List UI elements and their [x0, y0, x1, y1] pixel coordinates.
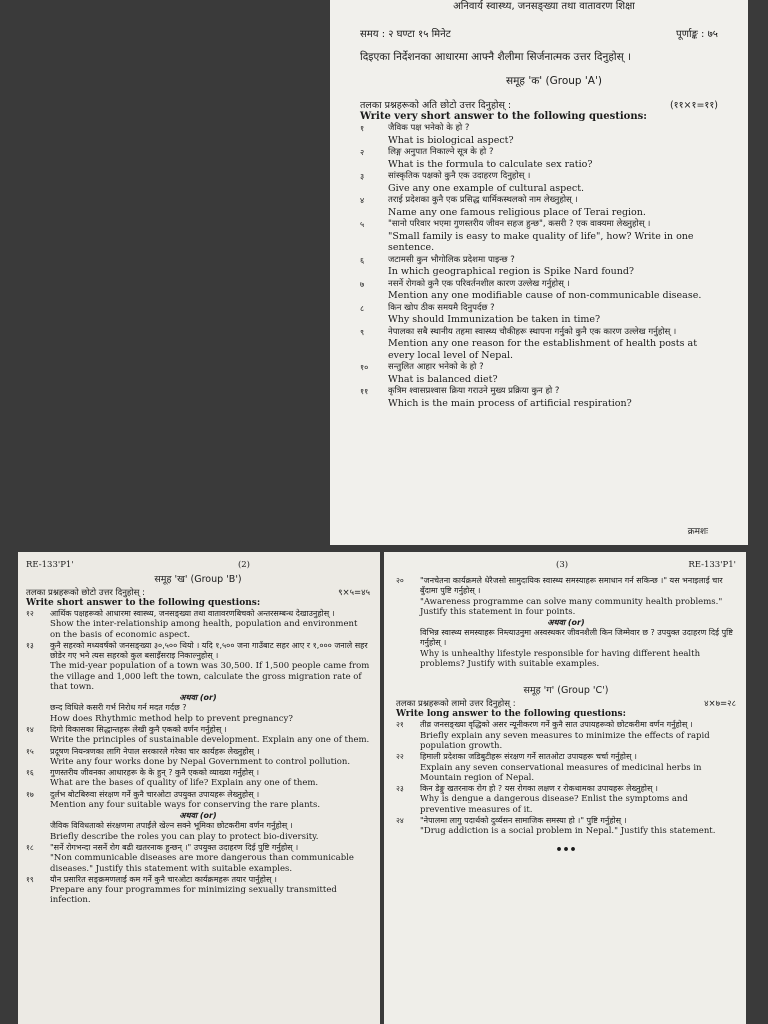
question-item: १३ कुनै सहरको मध्यवर्षको जनसङ्ख्या ३०,५०० थियो । यदि १,५०० जना गाउँबाट सहर आए र १,००० जनाले सहर छोडेर गए भने त्यस सहरको कुल बसाइँसराइ निकाल्नुहोस् । The mid-year population of a town was 30,500. If 1,500 people came from the village and 1,000 left the town, calculate the gross migration rate of that town. — [26, 640, 370, 693]
group-b-question-header — [26, 587, 370, 608]
alternative-question: विभिन्न स्वास्थ्य समस्याहरू निम्त्याउनुमा अस्वस्थकर जीवनशैली किन जिम्मेवार छ ? उपयुक्त उदाहरण दिई पुष्टि गर्नुहोस् । Why is unhealthy lifestyle responsible for having different health problems? Justify with suitable examples. — [420, 628, 733, 670]
page-header — [396, 560, 736, 570]
question-item: ७ नसर्ने रोगको कुनै एक परिवर्तनशील कारण उल्लेख गर्नुहोस् । Mention any one modifiable cause of non-communicable disease. — [360, 278, 702, 301]
exam-meta — [360, 26, 748, 40]
question-item: १२ आर्थिक पक्षहरूको आधारमा स्वास्थ्य, जनसङ्ख्या तथा वातावरणबिचको अन्तरसम्बन्ध देखाउनुहोस् । Show the inter-relationship among health, population and environment on the basis of economic aspect. — [26, 609, 358, 640]
exam-time: समय : २ घण्टा १५ मिनेट — [360, 29, 451, 40]
question-item: ८ किन खोप ठीक समयमै दिनुपर्दछ ? Why should Immunization be taken in time? — [360, 302, 601, 325]
page-header — [26, 560, 370, 570]
group-a-instruction-np: तलका प्रश्नहरूको अति छोटो उत्तर दिनुहोस् : — [360, 100, 512, 111]
group-c-marks: ४×७=२८ — [704, 699, 736, 710]
group-c-instruction-en: Write long answer to the following questions: — [396, 709, 626, 720]
group-b-marks: ९×५=४५ — [338, 588, 370, 598]
group-b-instruction-np: तलका प्रश्नहरूको छोटो उत्तर दिनुहोस् : — [26, 588, 145, 598]
question-item: १५ प्रदूषण नियन्त्रणका लागि नेपाल सरकारले गरेका चार कार्यहरू लेख्नुहोस् । Write any four works done by Nepal Government to control pollution. — [26, 746, 351, 767]
question-item: १० सन्तुलित आहार भनेको के हो ? What is balanced diet? — [360, 362, 498, 385]
question-item: ३ सांस्कृतिक पक्षको कुनै एक उदाहरण दिनुहोस् । Give any one example of cultural aspect. — [360, 171, 585, 194]
group-a-question-list — [360, 123, 748, 409]
question-item: १७ दुर्लभ बोटबिरुवा संरक्षण गर्ने कुनै चारओटा उपयुक्त उपायहरू लेख्नुहोस् । Mention any four suitable ways for conserving the rare plants. — [26, 789, 321, 811]
group-c-instruction-np: तलका प्रश्नहरूको लामो उत्तर दिनुहोस् : — [396, 699, 516, 710]
or-separator: अथवा (or) — [179, 811, 217, 821]
exam-page-3 — [384, 552, 746, 1024]
group-a-heading: समूह 'क' (Group 'A') — [506, 75, 602, 87]
question-item: २० "जनचेतना कार्यक्रमले धेरैजसो सामुदायिक स्वास्थ्य समस्याहरू समाधान गर्न सकिन्छ ।" यस भनाइलाई चार बुँदामा पुष्टि गर्नुहोस् । "Awareness programme can solve many community health problems." Justify this statement in four points. — [396, 576, 723, 617]
continued-label: क्रमशः — [687, 527, 708, 537]
group-c-question-header — [396, 698, 736, 719]
group-b-instruction-en: Write short answer to the following questions: — [26, 598, 261, 608]
group-b-heading: समूह 'ख' (Group 'B') — [154, 574, 242, 585]
question-item: २४ "नेपालमा लागु पदार्थको दुर्व्यसन सामाजिक समस्या हो ।" पुष्टि गर्नुहोस् । "Drug addiction is a social problem in Nepal." Justify this statement. — [396, 816, 716, 837]
subject-title: अनिवार्य स्वास्थ्य, जनसङ्ख्या तथा वातावरण शिक्षा — [453, 1, 635, 12]
question-item: १९ यौन प्रसारित सङ्क्रमणलाई कम गर्ने कुनै चारओटा कार्यक्रमहरू तयार पार्नुहोस् । Prepare any four programmes for minimizing sexually transmitted infection. — [26, 874, 337, 906]
question-item: २२ हिमाली प्रदेशका जडिबुटीहरू संरक्षण गर्ने सातओटा उपायहरू चर्चा गर्नुहोस् । Explain any seven conservational measures of medicinal herbs in Mountain region of Nepal. — [396, 752, 702, 783]
question-item: १६ गुणस्तरीय जीवनका आधारहरू के के हुन् ? कुनै एकको व्याख्या गर्नुहोस् । What are the bases of quality of life? Explain any one of them. — [26, 768, 319, 789]
question-item: ११ कृत्रिम श्वासप्रश्वास क्रिया गराउने मुख्य प्रक्रिया कुन हो ? Which is the main process of artificial respiration? — [360, 386, 632, 409]
question-item: १४ दिगो विकासका सिद्धान्तहरू लेखी कुनै एकको वर्णन गर्नुहोस् । Write the principles of sustainable development. Explain any one of them. — [26, 724, 370, 746]
page-number: (3) — [556, 560, 569, 570]
exam-page-1 — [330, 0, 748, 545]
page-number: (2) — [237, 560, 250, 570]
alternative-question: छन्द विधिले कसरी गर्भ निरोध गर्न मदत गर्दछ ? How does Rhythmic method help to prevent pregnancy? — [50, 703, 293, 724]
group-c-heading: समूह 'ग' (Group 'C') — [523, 685, 609, 697]
full-marks: पूर्णाङ्क : ७५ — [676, 29, 718, 40]
question-item: २३ किन डेङ्गु खतरनाक रोग हो ? यस रोगका लक्षण र रोकथामका उपायहरू लेख्नुहोस् । Why is dengue a dangerous disease? Enlist the symptoms and preventive measures of it. — [396, 784, 688, 815]
group-a-marks: (११×१=११) — [669, 100, 718, 111]
or-separator: अथवा (or) — [179, 693, 217, 703]
exam-page-2 — [18, 552, 380, 1024]
paper-code: RE-133'P1' — [26, 560, 74, 570]
paper-code: RE-133'P1' — [688, 560, 736, 570]
question-item: २ लिङ्ग अनुपात निकाल्ने सूत्र के हो ? What is the formula to calculate sex ratio? — [360, 147, 593, 170]
question-item: १८ "सर्ने रोगभन्दा नसर्ने रोग बढी खतरनाक हुन्छन् ।" उपयुक्त उदाहरण दिई पुष्टि गर्नुहोस् । "Non communicable diseases are more dangerous than communicable diseases." Justify this statement with suitable examples. — [26, 842, 354, 874]
general-instruction: दिइएका निर्देशनका आधारमा आफ्नै शैलीमा सिर्जनात्मक उत्तर दिनुहोस् । — [360, 51, 632, 63]
group-a-instruction-en: Write very short answer to the following questions: — [360, 111, 647, 122]
question-item: २१ तीव्र जनसङ्ख्या वृद्धिको असर न्यूनीकरण गर्ने कुनै सात उपायहरूको छोटकरीमा वर्णन गर्नुहोस् । Briefly explain any seven measures to minimize the effects of rapid population growth. — [396, 720, 710, 751]
group-a-question-header — [360, 98, 748, 122]
alternative-question: जैविक विविधताको संरक्षणमा तपाईंले खेल्न सक्ने भूमिका छोटकरीमा वर्णन गर्नुहोस् । Briefly describe the roles you can play to protect bio-diversity. — [50, 821, 319, 842]
or-separator: अथवा (or) — [547, 618, 585, 628]
question-item: ६ जटामसी कुन भौगोलिक प्रदेशमा पाइन्छ ? In which geographical region is Spike Nard found? — [360, 254, 634, 277]
end-marker: ••• — [555, 842, 577, 856]
question-item: ९ नेपालका सबै स्थानीय तहमा स्वास्थ्य चौकीहरू स्थापना गर्नुको कुनै एक कारण उल्लेख गर्नुहोस् । Mention any one reason for the establishment of health posts at every local level of Nepal. — [360, 326, 698, 361]
question-item: ५ "सानो परिवार भएमा गुणस्तरीय जीवन सहज हुन्छ", कसरी ? एक वाक्यमा लेख्नुहोस् । "Small family is easy to make quality of life", how? Write in one sentence. — [360, 219, 694, 253]
question-item: १ जैविक पक्ष भनेको के हो ? What is biological aspect? — [360, 123, 514, 146]
question-item: ४ तराई प्रदेशका कुनै एक प्रसिद्ध धार्मिकस्थलको नाम लेख्नुहोस् । Name any one famous religious place of Terai region. — [360, 195, 646, 218]
